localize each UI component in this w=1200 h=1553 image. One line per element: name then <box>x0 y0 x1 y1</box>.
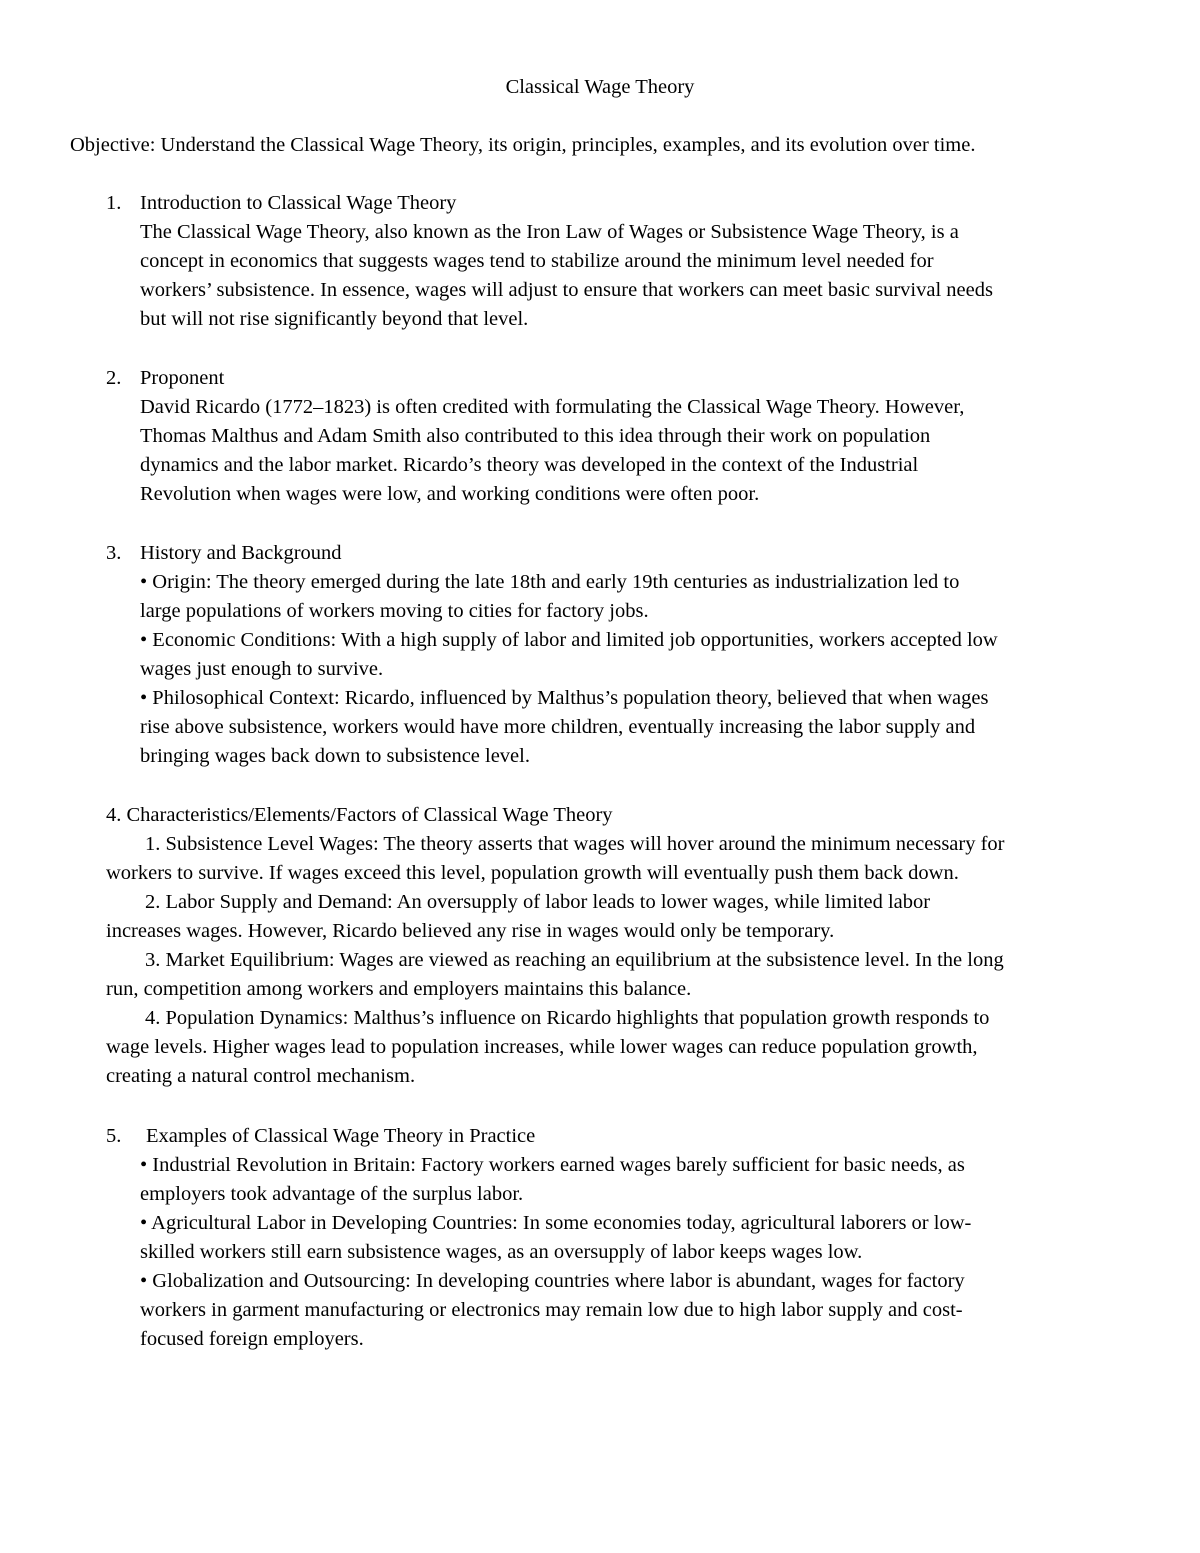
bullet-line: • Philosophical Context: Ricardo, influenced by Malthus’s population theory, believed that when wages <box>140 687 989 709</box>
bullet-line: • Origin: The theory emerged during the late 18th and early 19th centuries as industrialization led to <box>140 571 960 593</box>
paragraph-line: Revolution when wages were low, and working conditions were often poor. <box>140 483 760 505</box>
list-item-line: 1. Subsistence Level Wages: The theory asserts that wages will hover around the minimum necessary for <box>145 833 1005 855</box>
bullet-line: large populations of workers moving to cities for factory jobs. <box>140 600 649 622</box>
paragraph-line: dynamics and the labor market. Ricardo’s theory was developed in the context of the Industrial <box>140 454 919 476</box>
paragraph-line: David Ricardo (1772–1823) is often credited with formulating the Classical Wage Theory. However, <box>140 396 965 418</box>
bullet-line: wages just enough to survive. <box>140 658 384 680</box>
bullet-line: bringing wages back down to subsistence level. <box>140 745 530 767</box>
paragraph-line: Thomas Malthus and Adam Smith also contributed to this idea through their work on population <box>140 425 931 447</box>
paragraph-line: The Classical Wage Theory, also known as the Iron Law of Wages or Subsistence Wage Theory, is a <box>140 221 959 243</box>
list-item-line: 2. Labor Supply and Demand: An oversupply of labor leads to lower wages, while limited labor <box>145 891 931 913</box>
section-number: 3. <box>106 542 122 564</box>
section-heading: History and Background <box>140 542 342 564</box>
paragraph-line: but will not rise significantly beyond that level. <box>140 308 529 330</box>
bullet-line: rise above subsistence, workers would have more children, eventually increasing the labor supply and <box>140 716 976 738</box>
section-number: 1. <box>106 192 122 214</box>
bullet-line: • Globalization and Outsourcing: In developing countries where labor is abundant, wages for factory <box>140 1270 965 1292</box>
bullet-line: employers took advantage of the surplus labor. <box>140 1183 524 1205</box>
section-number: 5. <box>106 1125 122 1147</box>
section-heading: Proponent <box>140 367 225 389</box>
list-item-line: run, competition among workers and employers maintains this balance. <box>106 978 692 1000</box>
bullet-line: skilled workers still earn subsistence wages, as an oversupply of labor keeps wages low. <box>140 1241 863 1263</box>
paragraph-line: concept in economics that suggests wages tend to stabilize around the minimum level needed for <box>140 250 934 272</box>
bullet-line: • Industrial Revolution in Britain: Factory workers earned wages barely sufficient for basic needs, as <box>140 1154 965 1176</box>
section-heading: Introduction to Classical Wage Theory <box>140 192 457 214</box>
list-item-line: 3. Market Equilibrium: Wages are viewed as reaching an equilibrium at the subsistence level. In the long <box>145 949 1004 971</box>
document-title: Classical Wage Theory <box>505 76 695 98</box>
bullet-line: workers in garment manufacturing or electronics may remain low due to high labor supply and cost- <box>140 1299 963 1321</box>
list-item-line: creating a natural control mechanism. <box>106 1065 416 1087</box>
section-number: 2. <box>106 367 122 389</box>
bullet-line: • Agricultural Labor in Developing Countries: In some economies today, agricultural laborers or low- <box>140 1212 972 1234</box>
list-item-line: wage levels. Higher wages lead to population increases, while lower wages can reduce population growth, <box>106 1036 978 1058</box>
list-item-line: 4. Population Dynamics: Malthus’s influence on Ricardo highlights that population growth responds to <box>145 1007 990 1029</box>
objective-text: Objective: Understand the Classical Wage Theory, its origin, principles, examples, and its evolution over time. <box>70 134 976 156</box>
bullet-line: • Economic Conditions: With a high supply of labor and limited job opportunities, workers accepted low <box>140 629 998 651</box>
paragraph-line: workers’ subsistence. In essence, wages will adjust to ensure that workers can meet basic survival needs <box>140 279 993 301</box>
section-heading: Examples of Classical Wage Theory in Practice <box>146 1125 536 1147</box>
list-item-line: increases wages. However, Ricardo believed any rise in wages would only be temporary. <box>106 920 835 942</box>
section-heading: 4. Characteristics/Elements/Factors of Classical Wage Theory <box>106 804 613 826</box>
bullet-line: focused foreign employers. <box>140 1328 364 1350</box>
list-item-line: workers to survive. If wages exceed this level, population growth will eventually push them back down. <box>106 862 959 884</box>
